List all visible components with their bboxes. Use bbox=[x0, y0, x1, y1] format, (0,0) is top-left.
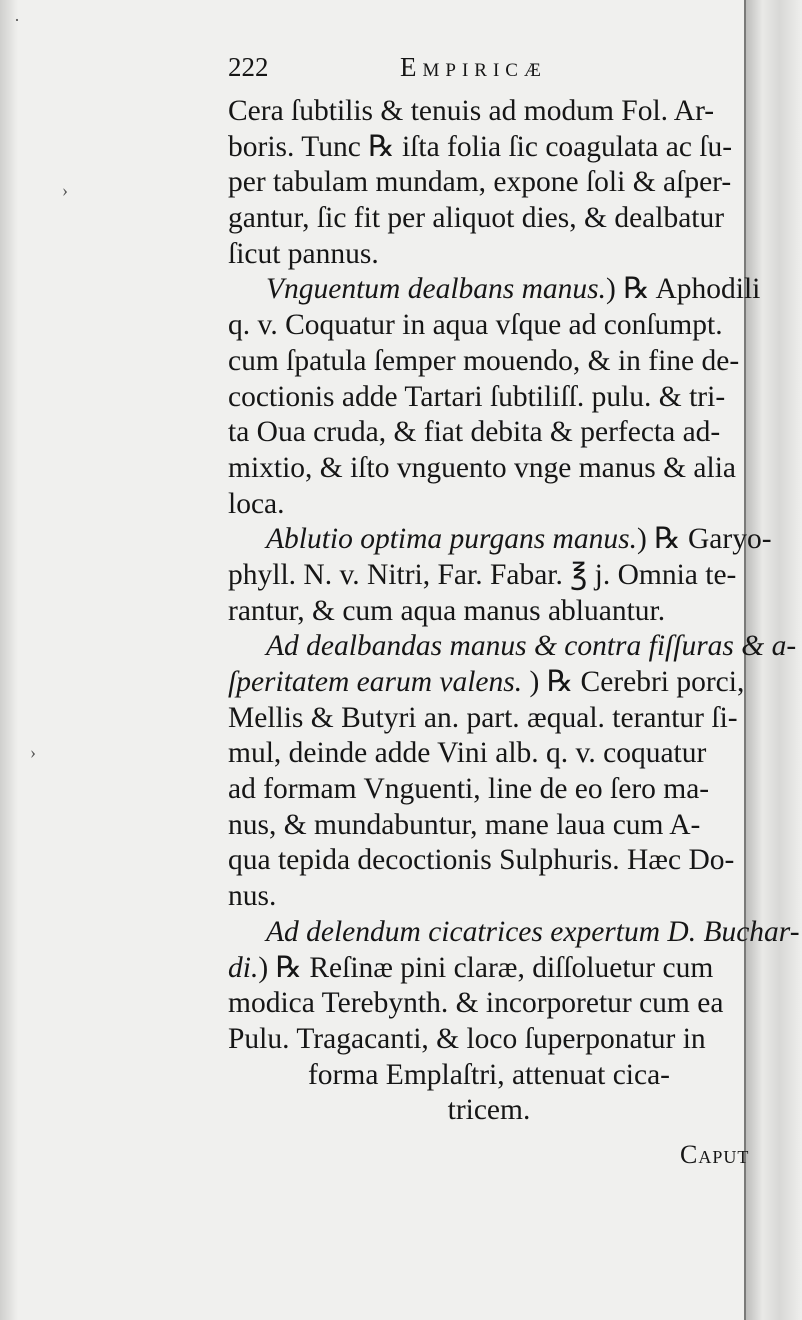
text-line bbox=[228, 201, 750, 237]
text-line bbox=[228, 1058, 750, 1094]
body-text-span: tricem. bbox=[447, 1094, 531, 1127]
text-line bbox=[228, 951, 750, 987]
text-line bbox=[228, 772, 750, 808]
page-header bbox=[228, 52, 748, 92]
body-text-span: gantur, ſic fit per aliquot dies, & dealbatur bbox=[228, 202, 725, 235]
italic-heading-text: Ad dealbandas manus & contra fiſſuras & a- bbox=[266, 630, 797, 663]
body-text-span: qua tepida decoctionis Sulphuris. Hæc Do- bbox=[228, 844, 735, 877]
body-text-span: ta Oua cruda, & fiat debita & perfecta ad- bbox=[228, 416, 721, 449]
text-line bbox=[228, 1093, 750, 1129]
italic-heading-text: Ablutio optima purgans manus. bbox=[266, 523, 637, 556]
catchword: Caput bbox=[680, 1140, 750, 1169]
text-line bbox=[228, 915, 800, 951]
text-line bbox=[228, 808, 750, 844]
body-text-span: cum ſpatula ſemper mouendo, & in fine de- bbox=[228, 344, 740, 377]
body-text-span: ) ℞ Aphodili bbox=[606, 273, 761, 306]
body-text-span: phyll. N. v. Nitri, Far. Fabar. ℥ j. Omnia te- bbox=[228, 558, 737, 591]
text-line bbox=[228, 344, 750, 380]
body-text-span: coctionis adde Tartari ſubtiliſſ. pulu. & tri- bbox=[228, 380, 726, 413]
body-text-span: Mellis & Butyri an. part. æqual. terantur ſi- bbox=[228, 701, 738, 734]
text-line bbox=[228, 879, 750, 915]
body-text bbox=[228, 94, 800, 1129]
body-text-span: mul, deinde adde Vini alb. q. v. coquatur bbox=[228, 737, 707, 770]
spine-shadow bbox=[0, 0, 18, 1320]
body-text-span: modica Terebynth. & incorporetur cum ea bbox=[228, 987, 724, 1020]
speck-mark: › bbox=[62, 180, 68, 200]
body-text-span: ) ℞ Cerebri porci, bbox=[522, 666, 745, 698]
text-line bbox=[228, 415, 750, 451]
speck-mark: · bbox=[14, 10, 20, 30]
text-line bbox=[228, 629, 797, 665]
italic-heading-text: Ad delendum cicatrices expertum D. Buchar- bbox=[266, 915, 800, 948]
text-line bbox=[228, 986, 750, 1022]
body-text-span: nus. bbox=[228, 880, 277, 913]
text-line bbox=[228, 94, 750, 130]
text-line bbox=[228, 308, 750, 344]
body-text-span: ad formam Vnguenti, line de eo ſero ma- bbox=[228, 773, 710, 806]
text-line bbox=[228, 522, 772, 558]
page-number: 222 bbox=[228, 52, 269, 82]
text-line bbox=[228, 165, 750, 201]
italic-heading-text: di. bbox=[228, 951, 259, 984]
text-line bbox=[228, 1022, 750, 1058]
body-text-span: ) ℞ Reſinæ pini claræ, diſſoluetur cum bbox=[258, 951, 714, 984]
body-text-span: per tabulam mundam, expone ſoli & aſper- bbox=[228, 166, 732, 199]
text-line bbox=[228, 736, 750, 772]
body-text-span: forma Emplaſtri, attenuat cica- bbox=[307, 1058, 671, 1091]
text-line bbox=[228, 272, 761, 308]
body-text-span: nus, & mundabuntur, mane laua cum A- bbox=[228, 808, 701, 841]
running-head: Empiricæ bbox=[400, 52, 547, 82]
text-line bbox=[228, 130, 750, 166]
body-text-span: Pulu. Tragacanti, & loco ſuperponatur in bbox=[228, 1022, 706, 1055]
body-text-span: ) ℞ Garyo- bbox=[636, 523, 772, 556]
italic-heading-text: ſperitatem earum valens. bbox=[228, 666, 523, 698]
text-line bbox=[228, 558, 750, 594]
text-line bbox=[228, 701, 750, 737]
body-text-span: boris. Tunc ℞ iſta folia ſic coagulata ac ſu- bbox=[228, 130, 733, 163]
text-line bbox=[228, 451, 750, 487]
text-line bbox=[228, 487, 750, 523]
body-text-span: q. v. Coquatur in aqua vſque ad conſumpt. bbox=[228, 309, 723, 342]
text-line bbox=[228, 237, 750, 273]
italic-heading-text: Vnguentum dealbans manus. bbox=[266, 273, 607, 306]
body-text-span: Cera ſubtilis & tenuis ad modum Fol. Ar- bbox=[228, 95, 715, 127]
text-line bbox=[228, 843, 750, 879]
body-text-span: ſicut pannus. bbox=[228, 237, 379, 270]
text-line bbox=[228, 380, 750, 416]
text-line bbox=[228, 594, 750, 630]
body-text-span: loca. bbox=[228, 487, 285, 520]
body-text-span: rantur, & cum aqua manus abluantur. bbox=[228, 594, 666, 627]
text-line bbox=[228, 665, 750, 701]
body-text-span: mixtio, & iſto vnguento vnge manus & alia bbox=[228, 451, 736, 484]
speck-mark: › bbox=[30, 742, 36, 762]
